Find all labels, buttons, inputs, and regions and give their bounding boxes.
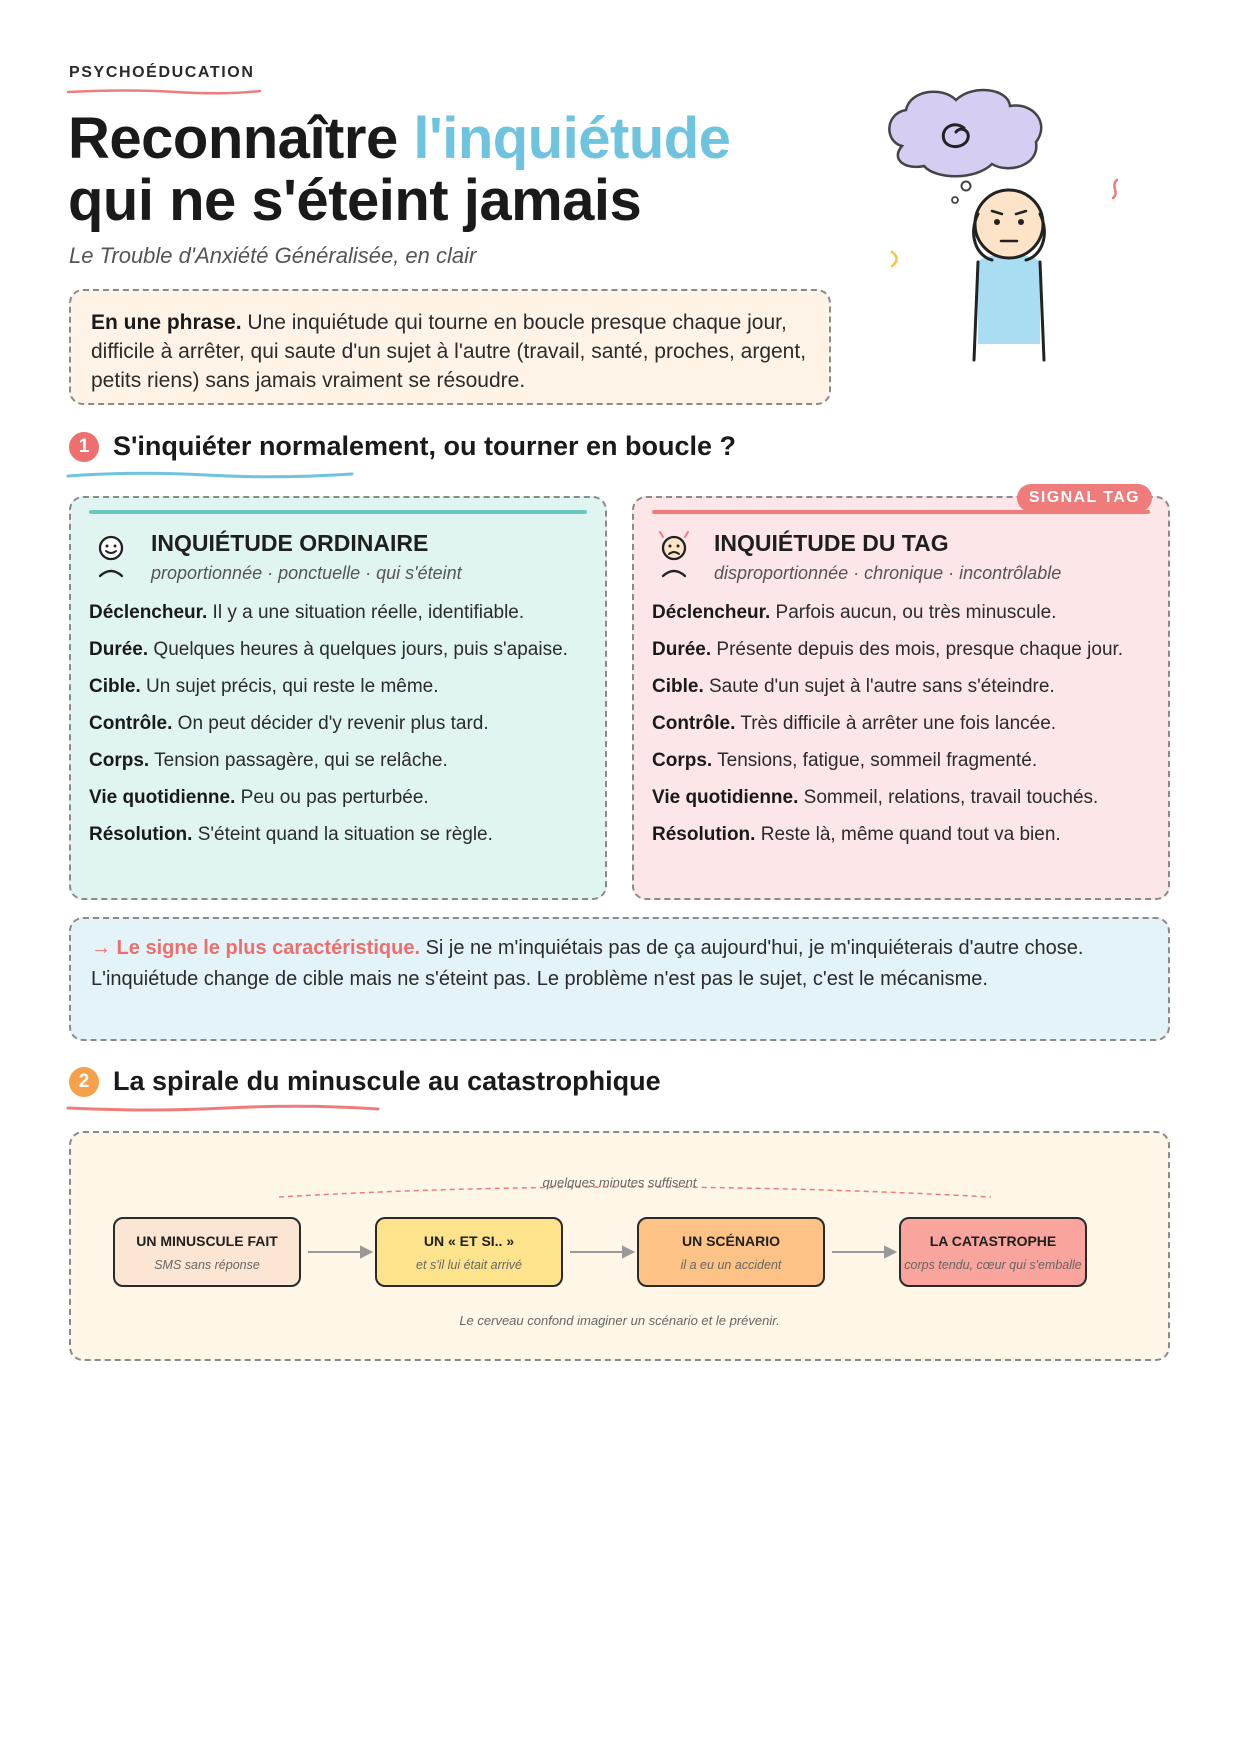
spiral-note: Le cerveau confond imaginer un scénario et le prévenir. (459, 1313, 780, 1328)
card-row (652, 672, 1152, 701)
row-text: Présente depuis des mois, presque chaque jour. (711, 639, 1124, 660)
page-subtitle: Le Trouble d'Anxiété Généralisée, en clair (69, 243, 477, 268)
step-subtitle: SMS sans réponse (154, 1258, 260, 1272)
row-text: Quelques heures à quelques jours, puis s'apaise. (148, 639, 568, 660)
squiggle-red-icon (1113, 180, 1117, 198)
signal-tag-badge: SIGNAL TAG (1017, 484, 1152, 512)
card-row (652, 746, 1152, 775)
card-rows (652, 598, 1152, 857)
key-sign-box (69, 917, 1170, 1041)
card-topbar (89, 510, 587, 514)
row-label: Corps. (89, 750, 150, 771)
section-2-title: La spirale du minuscule au catastrophique (113, 1066, 661, 1096)
row-label: Durée. (652, 639, 712, 660)
row-label: Corps. (652, 750, 713, 771)
card-ordinary-worry (69, 496, 607, 900)
worried-face-icon (652, 528, 696, 584)
row-text: Très difficile à arrêter une fois lancée. (735, 713, 1057, 734)
row-text: Sommeil, relations, travail touchés. (798, 787, 1099, 808)
row-label: Contrôle. (89, 713, 173, 734)
squiggle-yellow-icon (892, 252, 897, 266)
spiral-step-2 (375, 1217, 563, 1287)
row-text: Tensions, fatigue, sommeil fragmenté. (712, 750, 1038, 771)
spiral-step-4 (899, 1217, 1087, 1287)
spiral-flow-box (69, 1131, 1170, 1361)
step-title: UN « ET SI.. » (423, 1233, 515, 1249)
card-subtitle: disproportionnée · chronique · incontrôlable (714, 563, 1062, 583)
row-label: Durée. (89, 639, 149, 660)
card-title: INQUIÉTUDE DU TAG (714, 530, 949, 556)
row-label: Vie quotidienne. (652, 787, 799, 808)
key-sign-text: Si je ne m'inquiétais pas de ça aujourd'hui, je m'inquiéterais d'autre chose. L'inquiétude change de cible mais ne s'éteint pas. Le problème n'est pas le sujet, c'est le mécanisme. (91, 937, 1084, 990)
row-text: Il y a une situation réelle, identifiable. (207, 602, 525, 623)
eyebrow-underline (66, 88, 262, 96)
card-header (89, 528, 462, 584)
smiley-face-icon (89, 528, 133, 584)
thought-cloud-icon (889, 90, 1041, 176)
card-row (89, 709, 589, 738)
intro-box (69, 289, 831, 405)
step-subtitle: et s'il lui était arrivé (416, 1258, 522, 1272)
card-row (652, 709, 1152, 738)
section-1-title: S'inquiéter normalement, ou tourner en boucle ? (113, 431, 736, 461)
eyebrow-label: PSYCHOÉDUCATION (69, 64, 255, 81)
worried-person-illustration (880, 84, 1140, 374)
row-text: On peut décider d'y revenir plus tard. (172, 713, 489, 734)
step-title: UN SCÉNARIO (681, 1233, 780, 1249)
row-label: Contrôle. (652, 713, 736, 734)
step-subtitle: corps tendu, cœur qui s'emballe (904, 1258, 1082, 1272)
row-label: Vie quotidienne. (89, 787, 236, 808)
section-1-underline (66, 470, 356, 480)
page-title (68, 108, 730, 232)
row-label: Déclencheur. (89, 602, 208, 623)
section-2-heading (69, 1066, 661, 1097)
card-row (89, 783, 589, 812)
card-header (652, 528, 1061, 584)
row-text: Reste là, même quand tout va bien. (755, 824, 1061, 845)
title-accent: l'inquiétude (413, 106, 731, 171)
step-title: LA CATASTROPHE (929, 1233, 1057, 1249)
row-text: Saute d'un sujet à l'autre sans s'éteindre. (703, 676, 1055, 697)
row-text: Tension passagère, qui se relâche. (149, 750, 448, 771)
card-subtitle: proportionnée · ponctuelle · qui s'éteint (151, 563, 462, 583)
section-1-heading (69, 431, 736, 462)
card-title: INQUIÉTUDE ORDINAIRE (151, 530, 429, 556)
card-row (89, 672, 589, 701)
row-text: Peu ou pas perturbée. (235, 787, 429, 808)
spiral-time-label: quelques minutes suffisent (542, 1175, 697, 1190)
spiral-step-1 (113, 1217, 301, 1287)
step-subtitle: il a eu un accident (680, 1258, 782, 1272)
card-row (652, 783, 1152, 812)
card-rows (89, 598, 589, 857)
row-label: Cible. (89, 676, 141, 697)
row-label: Déclencheur. (652, 602, 771, 623)
row-text: Parfois aucun, ou très minuscule. (770, 602, 1057, 623)
card-row (89, 820, 589, 849)
section-1-number: 1 (69, 432, 99, 462)
title-line2: qui ne s'éteint jamais (68, 168, 642, 233)
card-row (652, 820, 1152, 849)
row-text: S'éteint quand la situation se règle. (192, 824, 493, 845)
row-text: Un sujet précis, qui reste le même. (140, 676, 439, 697)
row-label: Résolution. (89, 824, 193, 845)
section-2-underline (66, 1104, 382, 1114)
row-label: Résolution. (652, 824, 756, 845)
title-part1: Reconnaître (68, 106, 414, 171)
person-icon (974, 190, 1045, 360)
section-2-number: 2 (69, 1067, 99, 1097)
card-row (89, 635, 589, 664)
card-row (652, 635, 1152, 664)
step-title: UN MINUSCULE FAIT (136, 1233, 278, 1249)
row-label: Cible. (652, 676, 704, 697)
key-sign-label: → Le signe le plus caractéristique. (91, 937, 421, 959)
intro-text: Une inquiétude qui tourne en boucle presque chaque jour, difficile à arrêter, qui saute d'un sujet à l'autre (travail, santé, proches, argent, petits riens) sans jamais vraiment se résoudre. (91, 311, 807, 392)
card-row (89, 746, 589, 775)
card-row (652, 598, 1152, 627)
card-gad-worry (632, 489, 1170, 900)
spiral-step-3 (637, 1217, 825, 1287)
card-row (89, 598, 589, 627)
intro-label: En une phrase. (91, 311, 242, 334)
